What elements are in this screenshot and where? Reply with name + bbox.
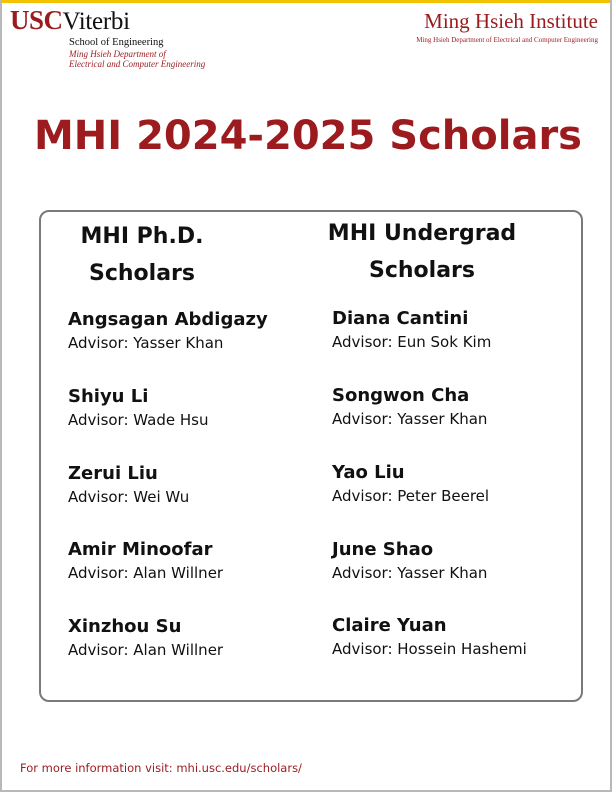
phd-scholar-entry (68, 616, 223, 663)
scholar-name: Amir Minoofar (68, 539, 213, 560)
scholar-advisor: Advisor: Peter Beerel (332, 487, 490, 505)
scholar-name: Shiyu Li (68, 386, 149, 407)
scholar-advisor: Advisor: Alan Willner (68, 564, 224, 582)
school-of-engineering-label: School of Engineering (69, 37, 164, 48)
scholar-advisor: Advisor: Hossein Hashemi (332, 640, 527, 658)
phd-scholar-entry (68, 463, 189, 510)
scholar-name: June Shao (332, 539, 434, 560)
phd-scholar-entry (68, 539, 223, 586)
usc-wordmark: USC (10, 5, 63, 35)
page-title: MHI 2024-2025 Scholars (34, 113, 582, 159)
undergrad-heading-line1: MHI Undergrad (327, 221, 517, 246)
scholar-name: Angsagan Abdigazy (68, 309, 268, 330)
usc-viterbi-wordmark (10, 7, 205, 34)
department-label-line1: Ming Hsieh Department of (69, 48, 166, 59)
scholar-name: Yao Liu (332, 462, 405, 483)
department-label-line2: Electrical and Computer Engineering (69, 59, 206, 70)
phd-heading-line2: Scholars (89, 261, 195, 286)
usc-viterbi-logo (10, 7, 205, 70)
scholar-name: Xinzhou Su (68, 616, 182, 637)
scholar-advisor: Advisor: Eun Sok Kim (332, 333, 492, 351)
scholar-name: Songwon Cha (332, 385, 470, 406)
undergrad-scholar-entry (332, 308, 491, 355)
institute-name: Ming Hsieh Institute (424, 9, 598, 33)
undergrad-scholar-entry (332, 462, 489, 509)
phd-column-heading (42, 218, 242, 292)
scholar-advisor: Advisor: Wei Wu (68, 488, 190, 506)
scholar-name: Claire Yuan (332, 615, 447, 636)
scholar-advisor: Advisor: Yasser Khan (332, 410, 488, 428)
undergrad-heading-line2: Scholars (369, 258, 475, 283)
undergrad-scholar-entry (332, 539, 487, 586)
phd-scholar-entry (68, 309, 268, 356)
scholar-advisor: Advisor: Yasser Khan (332, 564, 488, 582)
viterbi-wordmark: Viterbi (62, 8, 130, 35)
undergrad-scholar-entry (332, 385, 487, 432)
phd-scholar-entry (68, 386, 208, 433)
top-accent-bar (2, 0, 610, 3)
footer-info-link[interactable]: For more information visit: mhi.usc.edu/scholars/ (20, 761, 302, 775)
undergrad-scholar-entry (332, 615, 527, 662)
scholar-advisor: Advisor: Wade Hsu (68, 411, 209, 429)
scholar-name: Diana Cantini (332, 308, 469, 329)
phd-heading-line1: MHI Ph.D. (80, 224, 204, 249)
ming-hsieh-institute-logo (416, 11, 598, 44)
scholar-name: Zerui Liu (68, 463, 158, 484)
scholar-advisor: Advisor: Alan Willner (68, 641, 224, 659)
undergrad-column-heading (322, 215, 522, 289)
institute-subtitle: Ming Hsieh Department of Electrical and Computer Engineering (416, 36, 598, 44)
scholar-advisor: Advisor: Yasser Khan (68, 334, 224, 352)
